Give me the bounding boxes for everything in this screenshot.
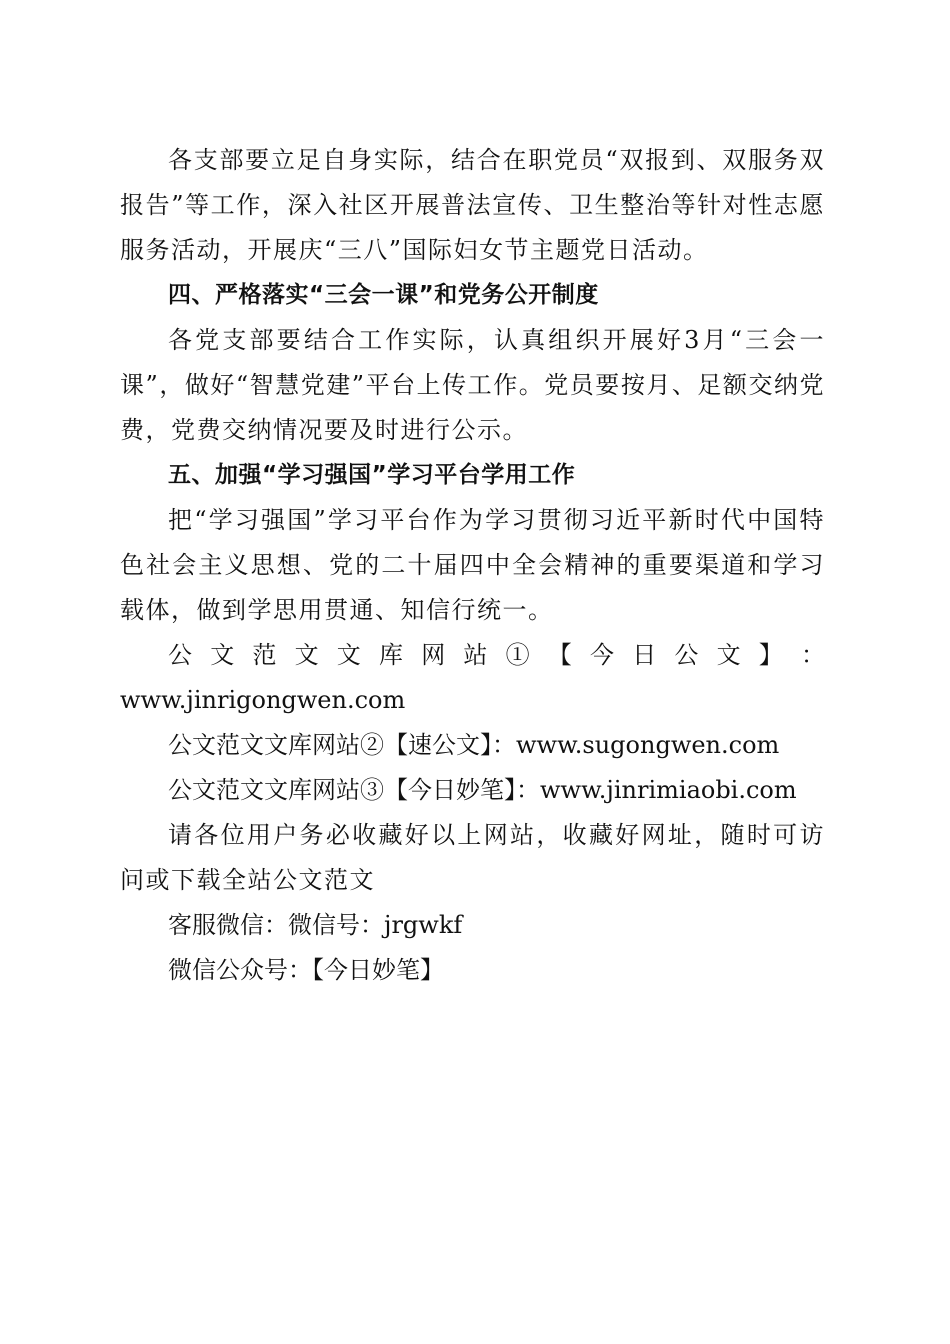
notice-paragraph: 请各位用户务必收藏好以上网站，收藏好网址，随时可访问或下载全站公文范文 bbox=[120, 821, 825, 894]
website-1-url[interactable]: www.jinrigongwen.com bbox=[120, 686, 406, 714]
wechat-official-line: 微信公众号：【今日妙笔】 bbox=[168, 956, 444, 984]
paragraph-three-meetings: 各党支部要结合工作实际，认真组织开展好3月“三会一课”，做好“智慧党建”平台上传工作。党员要按月、足额交纳党费，党费交纳情况要及时进行公示。 bbox=[120, 326, 825, 444]
website-1-label: 公 文 范 文 文 库 网 站 ① 【 今 日 公 文 】 ： bbox=[168, 641, 825, 669]
paragraph-study-platform: 把“学习强国”学习平台作为学习贯彻习近平新时代中国特色社会主义思想、党的二十届四中全会精神的重要渠道和学习载体，做到学思用贯通、知信行统一。 bbox=[120, 506, 825, 624]
section-heading-four: 四、严格落实“三会一课”和党务公开制度 bbox=[168, 282, 599, 308]
document-body bbox=[120, 138, 825, 993]
wechat-service-line: 客服微信：微信号：jrgwkf bbox=[168, 911, 463, 939]
paragraph-volunteer-service: 各支部要立足自身实际，结合在职党员“双报到、双服务双报告”等工作，深入社区开展普法宣传、卫生整治等针对性志愿服务活动，开展庆“三八”国际妇女节主题党日活动。 bbox=[120, 146, 825, 264]
website-3-line[interactable]: 公文范文文库网站③【今日妙笔】：www.jinrimiaobi.com bbox=[168, 776, 797, 804]
section-heading-five: 五、加强“学习强国”学习平台学用工作 bbox=[168, 462, 576, 488]
website-2-line[interactable]: 公文范文文库网站②【速公文】：www.sugongwen.com bbox=[168, 731, 780, 759]
